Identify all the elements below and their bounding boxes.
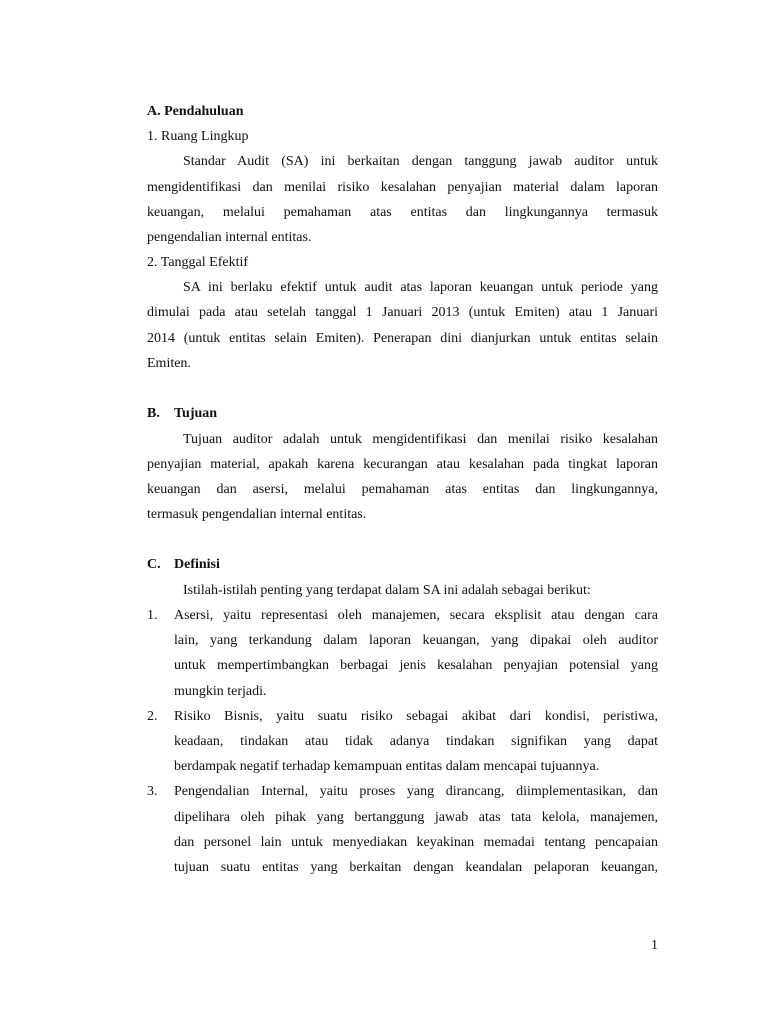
section-b-label: B.	[147, 406, 160, 421]
section-c-heading: Definisi	[174, 557, 220, 572]
paragraph-line: termasuk pengendalian internal entitas.	[147, 507, 367, 522]
list-item-line: mungkin terjadi.	[174, 684, 267, 699]
section-a-heading: A. Pendahuluan	[147, 104, 244, 119]
paragraph-line: Standar Audit (SA) ini berkaitan dengan tanggung jawab auditor untuk	[183, 154, 658, 169]
list-item-line: keadaan, tindakan atau tidak adanya tindakan signifikan yang dapat	[174, 734, 658, 749]
list-item-line: Asersi, yaitu representasi oleh manajemen, secara eksplisit atau dengan cara	[174, 608, 658, 623]
subsection-2-title: 2. Tanggal Efektif	[147, 255, 249, 270]
paragraph-line: SA ini berlaku efektif untuk audit atas laporan keuangan untuk periode yang	[183, 280, 658, 295]
definition-intro: Istilah-istilah penting yang terdapat dalam SA ini adalah sebagai berikut:	[183, 583, 591, 598]
paragraph-line: dimulai pada atau setelah tanggal 1 Januari 2013 (untuk Emiten) atau 1 Januari	[147, 305, 658, 320]
list-item-number: 3.	[147, 784, 158, 799]
section-b-heading: Tujuan	[174, 406, 218, 421]
list-item-line: dipelihara oleh pihak yang bertanggung jawab atas tata kelola, manajemen,	[174, 810, 658, 825]
paragraph-line: 2014 (untuk entitas selain Emiten). Penerapan dini dianjurkan untuk entitas selain	[147, 331, 658, 346]
section-c-label: C.	[147, 557, 161, 572]
list-item-line: berdampak negatif terhadap kemampuan entitas dalam mencapai tujuannya.	[174, 759, 600, 774]
list-item-line: tujuan suatu entitas yang berkaitan dengan keandalan pelaporan keuangan,	[174, 860, 658, 875]
paragraph-line: mengidentifikasi dan menilai risiko kesalahan penyajian material dalam laporan	[147, 180, 658, 195]
page-number: 1	[651, 938, 658, 953]
paragraph-line: keuangan, melalui pemahaman atas entitas dan lingkungannya termasuk	[147, 205, 658, 220]
list-item-line: lain, yang terkandung dalam laporan keuangan, yang dipakai oleh auditor	[174, 633, 658, 648]
paragraph-line: Emiten.	[147, 356, 191, 371]
list-item-line: untuk mempertimbangkan berbagai jenis kesalahan penyajian potensial yang	[174, 658, 658, 673]
paragraph-line: pengendalian internal entitas.	[147, 230, 312, 245]
paragraph-line: keuangan dan asersi, melalui pemahaman atas entitas dan lingkungannya,	[147, 482, 658, 497]
paragraph-line: penyajian material, apakah karena kecurangan atau kesalahan pada tingkat laporan	[147, 457, 658, 472]
list-item-line: Pengendalian Internal, yaitu proses yang dirancang, diimplementasikan, dan	[174, 784, 658, 799]
list-item-line: Risiko Bisnis, yaitu suatu risiko sebagai akibat dari kondisi, peristiwa,	[174, 709, 658, 724]
paragraph-line: Tujuan auditor adalah untuk mengidentifikasi dan menilai risiko kesalahan	[183, 432, 658, 447]
list-item-number: 1.	[147, 608, 158, 623]
list-item-number: 2.	[147, 709, 158, 724]
list-item-line: dan personel lain untuk menyediakan keyakinan memadai tentang pencapaian	[174, 835, 658, 850]
subsection-1-title: 1. Ruang Lingkup	[147, 129, 249, 144]
